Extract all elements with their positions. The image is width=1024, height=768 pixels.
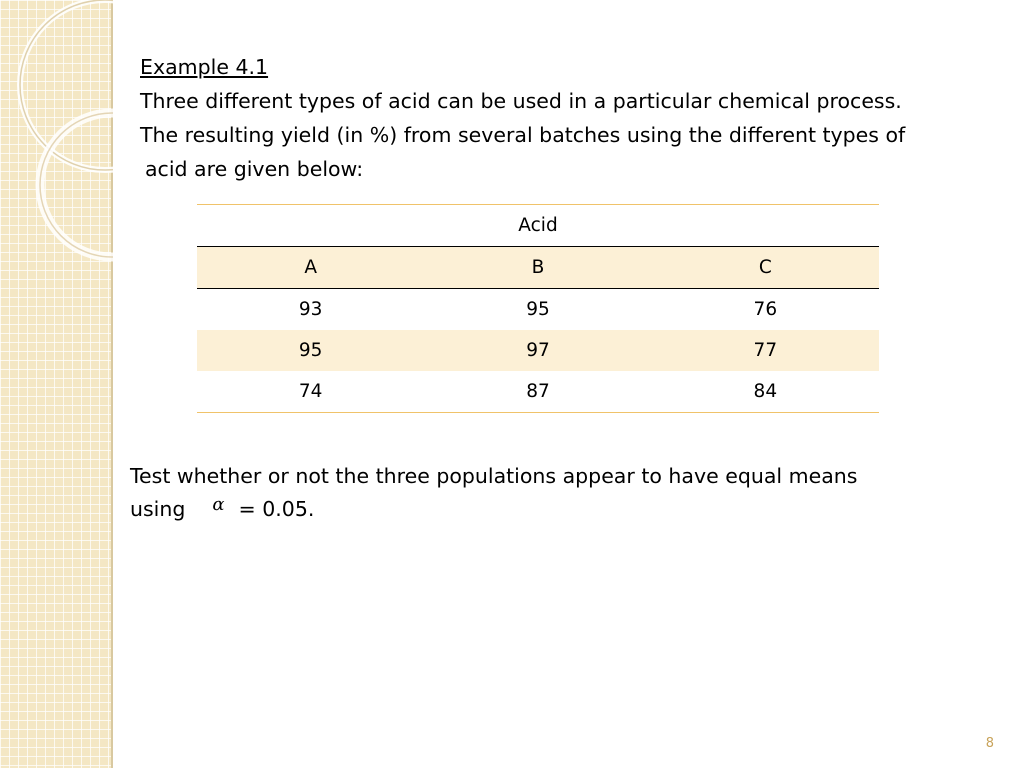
question-line-1: Test whether or not the three populations appear to have equal means (130, 464, 858, 488)
table-row (197, 289, 879, 331)
question-line-2 (130, 493, 990, 527)
table-cell: 84 (652, 371, 879, 413)
alpha-value: = 0.05. (238, 497, 315, 521)
table-group-header: Acid (197, 205, 879, 247)
intro-line-1: Three different types of acid can be used in a particular chemical process. (140, 89, 902, 113)
column-header-b: B (424, 247, 651, 289)
table-cell: 77 (652, 330, 879, 371)
intro-line-2: The resulting yield (in %) from several batches using the different types of (140, 123, 906, 147)
acid-yield-table (197, 204, 879, 413)
example-heading: Example 4.1 (140, 55, 269, 79)
table-cell: 74 (197, 371, 424, 413)
column-header-a: A (197, 247, 424, 289)
table-group-header-row (197, 205, 879, 247)
decorative-rings-icon (0, 0, 113, 768)
table-column-header-row (197, 247, 879, 289)
table-cell: 95 (197, 330, 424, 371)
intro-text (140, 50, 1000, 186)
page-number: 8 (985, 736, 994, 751)
table-cell: 93 (298, 299, 323, 320)
table-row (197, 371, 879, 413)
table-cell: 97 (424, 330, 651, 371)
column-header-c: C (652, 247, 879, 289)
question-text (130, 460, 990, 527)
table-cell: 87 (424, 371, 651, 413)
intro-line-3: acid are given below: (145, 157, 364, 181)
using-label: using (130, 497, 186, 521)
table-row (197, 330, 879, 371)
decorative-side-strip (0, 0, 113, 768)
table-cell: 95 (526, 299, 550, 320)
table-cell: 76 (753, 299, 778, 320)
alpha-symbol: α (212, 494, 225, 515)
